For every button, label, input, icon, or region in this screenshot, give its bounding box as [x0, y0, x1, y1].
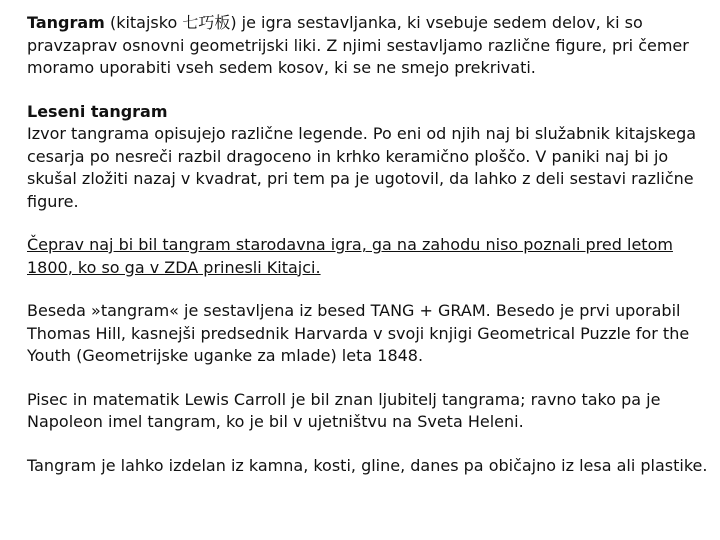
materials-paragraph: [27, 455, 713, 478]
famous-fans-paragraph: [27, 389, 713, 434]
intro-text: (kitajsko 七巧板) je igra sestavljanka, ki vsebuje sedem delov, ki so pravzaprav osnovni geometrijski liki. Z njimi sestavljamo različne figure, pri čemer moramo uporabiti vseh sedem kosov, ki se ne smejo prekrivati.: [27, 13, 689, 77]
section-body: Izvor tangrama opisujejo različne legende. Po eni od njih naj bi služabnik kitajskega cesarja po nesreči razbil dragoceno in krhko keramično ploščo. V paniki naj bi jo skušal zložiti nazaj v kvadrat, pri tem pa je ugotovil, da lahko z deli sestavi različne figure.: [27, 124, 697, 211]
famous-fans-text: Pisec in matematik Lewis Carroll je bil znan ljubitelj tangrama; ravno tako pa je Napoleon imel tangram, ko je bil v ujetništvu na Sveta Heleni.: [27, 389, 661, 431]
section-heading: Leseni tangram: [27, 101, 168, 121]
legend-section: [27, 101, 713, 214]
history-paragraph: [27, 234, 713, 279]
word-origin-paragraph: [27, 300, 713, 368]
intro-paragraph: [27, 12, 713, 80]
document-body: [27, 12, 713, 498]
intro-term: Tangram: [27, 13, 105, 32]
materials-text: Tangram je lahko izdelan iz kamna, kosti, gline, danes pa običajno iz lesa ali plastike.: [27, 455, 708, 475]
history-text: Čeprav naj bi bil tangram starodavna igra, ga na zahodu niso poznali pred letom 1800, ko so ga v ZDA prinesli Kitajci.: [27, 235, 673, 277]
word-origin-text: Beseda »tangram« je sestavljena iz besed TANG + GRAM. Besedo je prvi uporabil Thomas Hill, kasnejši predsednik Harvarda v svoji knjigi Geometrical Puzzle for the Youth (Geometrijske uganke za mlade) leta 1848.: [27, 301, 690, 365]
